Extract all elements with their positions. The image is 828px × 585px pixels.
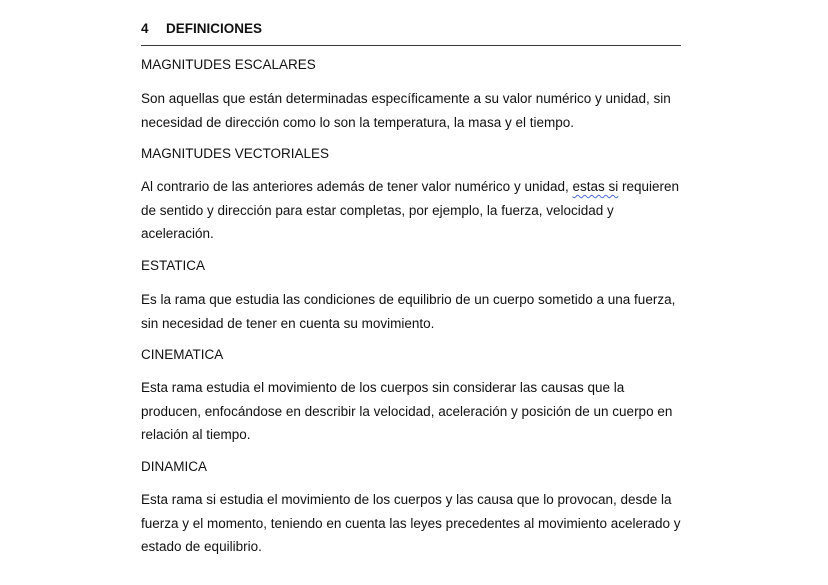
paragraph-line: Esta rama estudia el movimiento de los cuerpos sin considerar las causas que la <box>141 380 625 395</box>
subsection-title-escalares: MAGNITUDES ESCALARES <box>141 57 316 72</box>
paragraph-dinamica <box>141 490 681 561</box>
subsection-title-vectoriales: MAGNITUDES VECTORIALES <box>141 146 330 161</box>
paragraph-line: necesidad de dirección como lo son la temperatura, la masa y el tiempo. <box>141 114 574 130</box>
paragraph-line: Esta rama si estudia el movimiento de los cuerpos y las causa que lo provocan, desde la <box>141 492 672 507</box>
subsection-title-estatica: ESTATICA <box>141 258 206 273</box>
paragraph-estatica <box>141 290 675 337</box>
paragraph-escalares <box>141 89 671 136</box>
text-fragment: Al contrario de las anteriores además de tener valor numérico y unidad, <box>141 179 573 194</box>
spellcheck-flagged-text[interactable]: estas si <box>572 179 619 194</box>
paragraph-line: producen, enfocándose en describir la velocidad, aceleración y posición de un cuerpo en <box>141 403 673 419</box>
subsection-title-dinamica: DINAMICA <box>141 459 208 474</box>
section-heading <box>141 19 681 46</box>
paragraph-vectoriales <box>141 177 679 248</box>
paragraph-line: fuerza y el momento, teniendo en cuenta las leyes precedentes al movimiento acelerado y <box>141 515 681 531</box>
paragraph-line: Son aquellas que están determinadas específicamente a su valor numérico y unidad, sin <box>141 91 671 106</box>
paragraph-line: de sentido y dirección para estar completas, por ejemplo, la fuerza, velocidad y <box>141 202 614 218</box>
subsection-title-cinematica: CINEMATICA <box>141 347 224 362</box>
paragraph-line: Es la rama que estudia las condiciones de equilibrio de un cuerpo sometido a una fuerza, <box>141 292 676 307</box>
paragraph-line: aceleración. <box>141 226 214 241</box>
heading-title: DEFINICIONES <box>166 21 263 36</box>
heading-number: 4 <box>141 21 149 36</box>
paragraph-line <box>141 177 679 201</box>
text-fragment: requieren <box>618 179 680 194</box>
paragraph-cinematica <box>141 378 672 449</box>
paragraph-line: relación al tiempo. <box>141 427 251 442</box>
paragraph-line: sin necesidad de tener en cuenta su movimiento. <box>141 315 435 331</box>
paragraph-line: estado de equilibrio. <box>141 539 262 554</box>
